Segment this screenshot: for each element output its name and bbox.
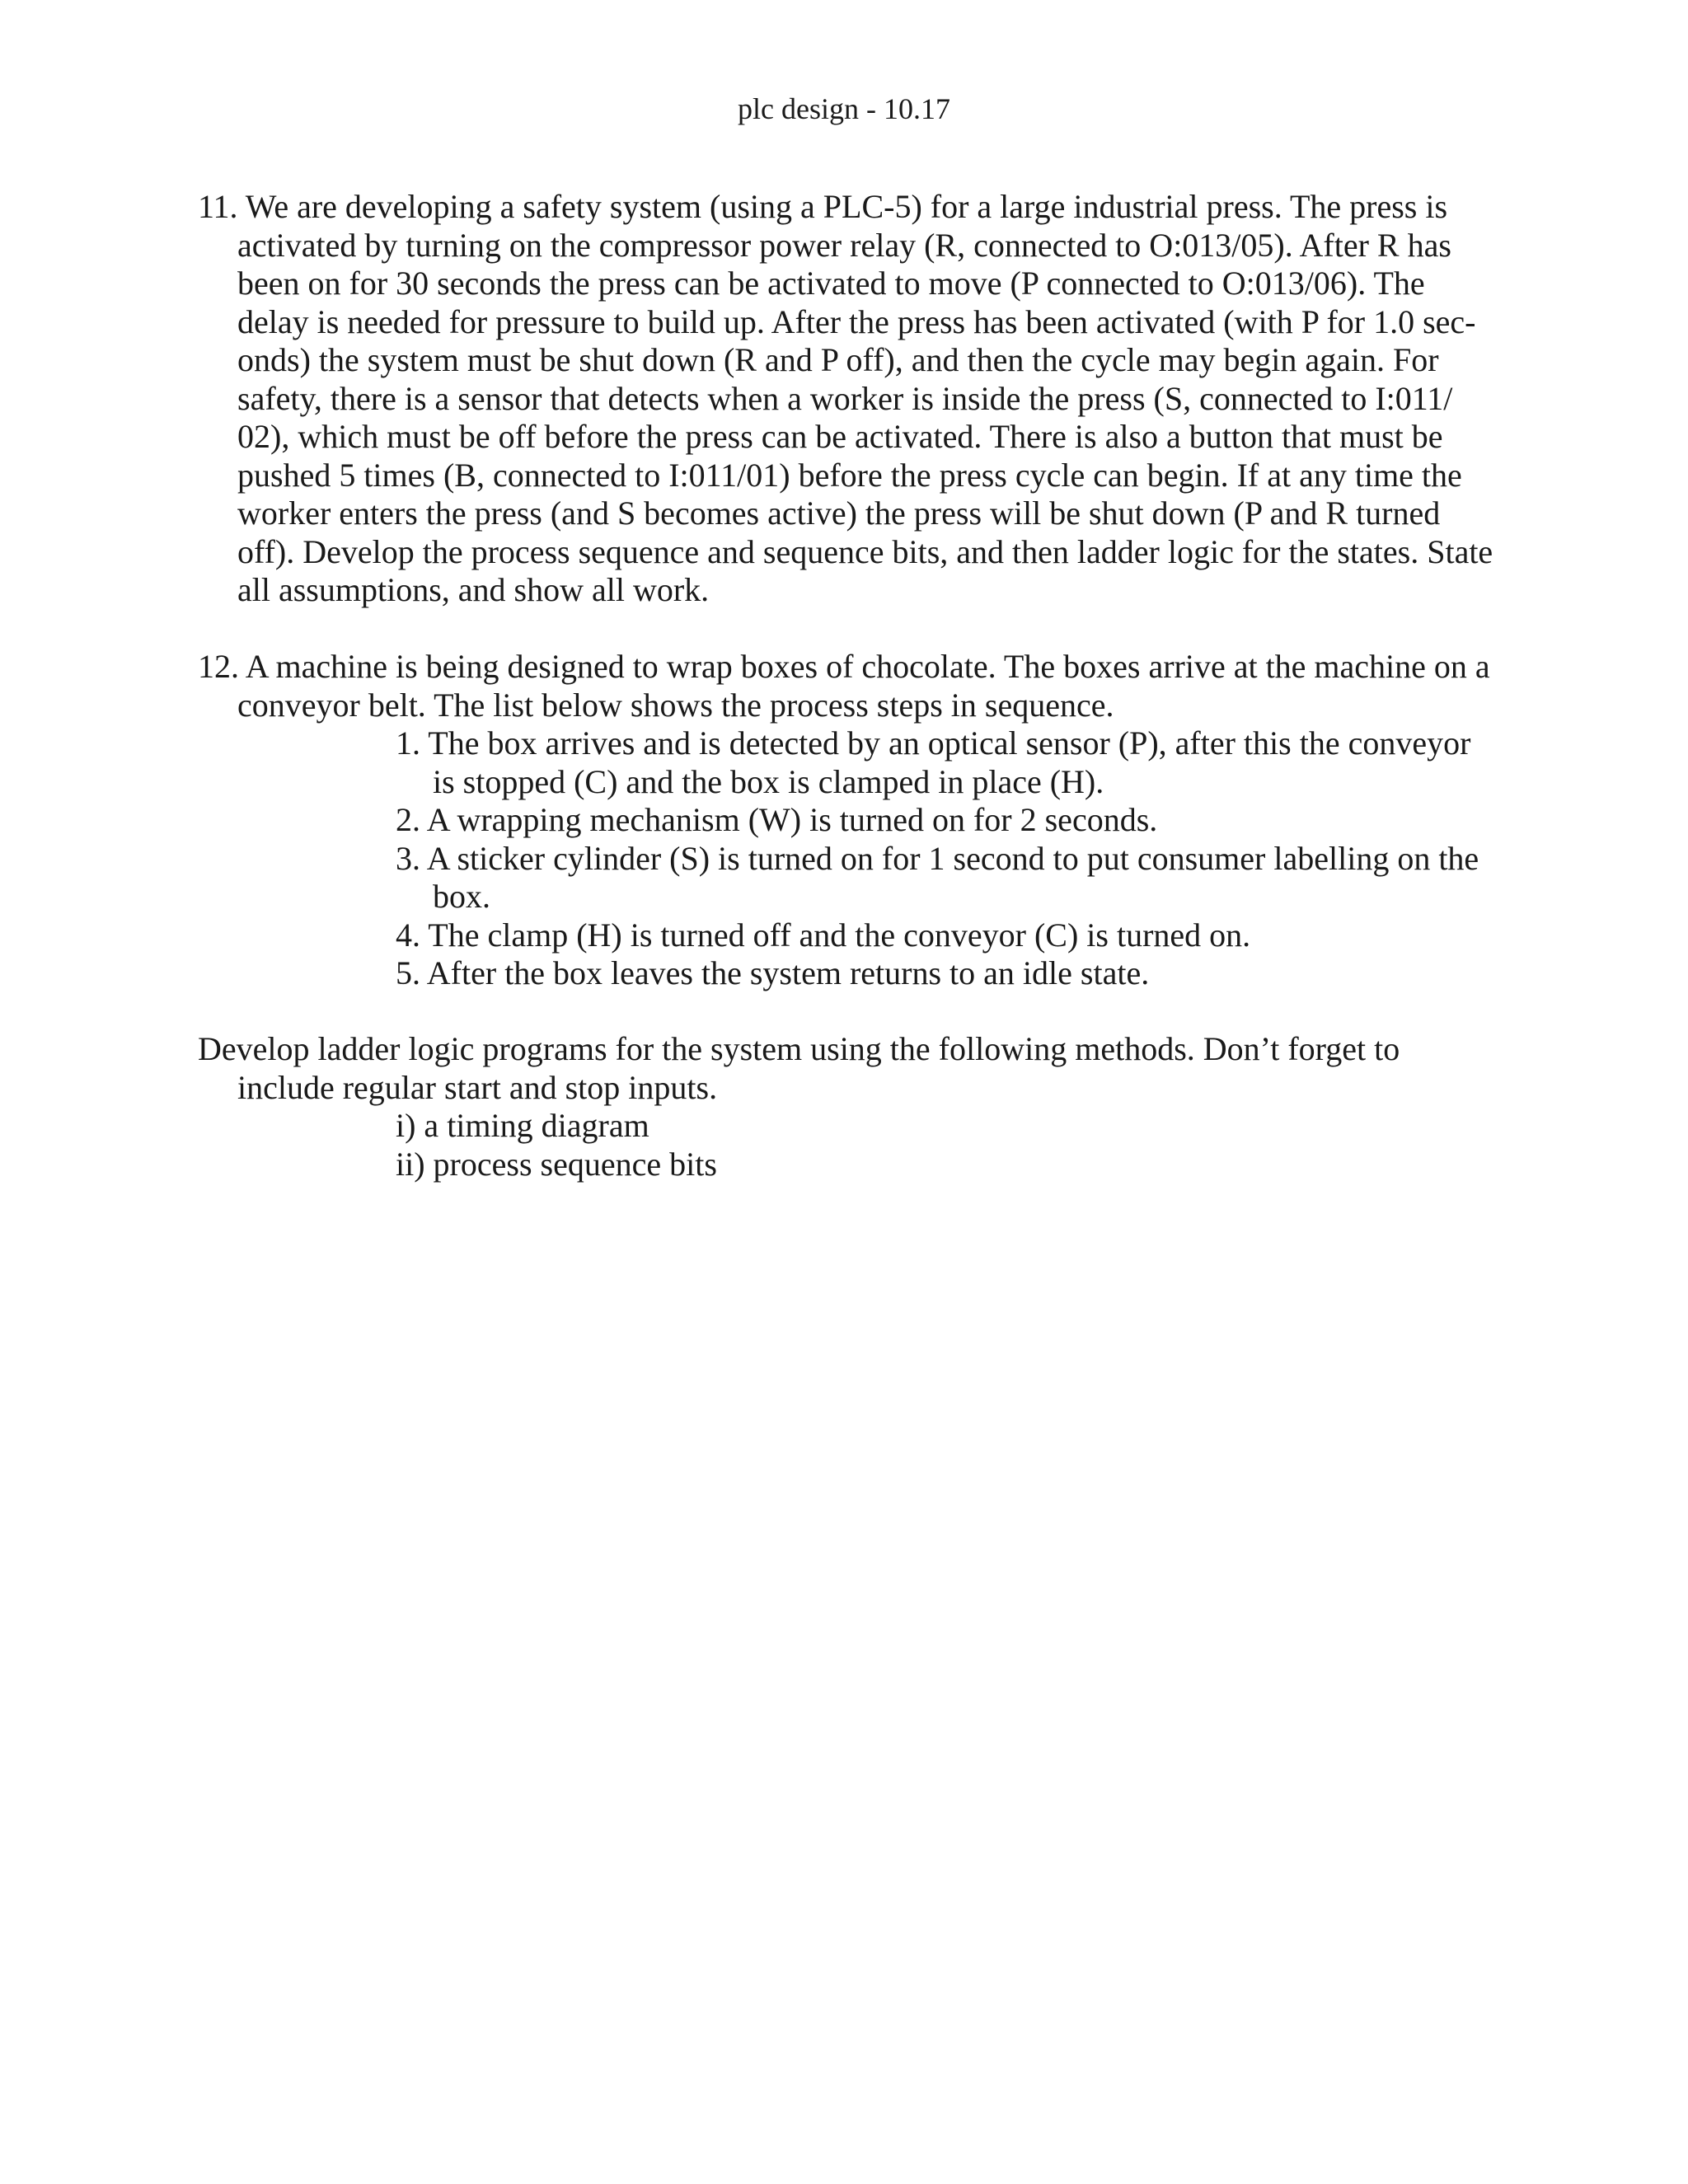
process-step: 3. A sticker cylinder (S) is turned on for 1 second to put consumer labelling on the (396, 839, 1479, 877)
process-step: 5. After the box leaves the system returns to an idle state. (396, 954, 1150, 991)
question-12-line: 12. A machine is being designed to wrap boxes of chocolate. The boxes arrive at the machine on a (198, 648, 1490, 685)
develop-line: Develop ladder logic programs for the system using the following methods. Don’t forget to (198, 1030, 1400, 1067)
question-11-line: off). Develop the process sequence and sequence bits, and then ladder logic for the states. State (237, 532, 1493, 570)
question-11 (198, 188, 1493, 610)
method-item: i) a timing diagram (396, 1107, 649, 1144)
question-11-line: delay is needed for pressure to build up. After the press has been activated (with P for 1.0 sec- (237, 302, 1476, 340)
question-12-line: conveyor belt. The list below shows the process steps in sequence. (237, 686, 1114, 724)
process-step: 2. A wrapping mechanism (W) is turned on for 2 seconds. (396, 801, 1158, 838)
page-header: plc design - 10.17 (738, 92, 950, 125)
question-11-line: pushed 5 times (B, connected to I:011/01) before the press cycle can begin. If at any time the (237, 456, 1462, 494)
question-11-line: activated by turning on the compressor power relay (R, connected to O:013/05). After R has (237, 226, 1451, 264)
question-11-line: all assumptions, and show all work. (237, 571, 710, 608)
question-11-line: 11. We are developing a safety system (using a PLC-5) for a large industrial press. The press is (198, 188, 1448, 225)
process-step-continuation: box. (433, 878, 490, 915)
process-step-continuation: is stopped (C) and the box is clamped in place (H). (433, 762, 1104, 800)
question-11-line: worker enters the press (and S becomes active) the press will be shut down (P and R turned (237, 494, 1441, 532)
method-item: ii) process sequence bits (396, 1145, 717, 1183)
question-11-line: safety, there is a sensor that detects when a worker is inside the press (S, connected to I:011/ (237, 379, 1453, 417)
develop-line: include regular start and stop inputs. (237, 1068, 718, 1106)
question-11-line: been on for 30 seconds the press can be activated to move (P connected to O:013/06). The (237, 265, 1425, 302)
question-11-line: onds) the system must be shut down (R and P off), and then the cycle may begin again. For (237, 341, 1439, 378)
question-12 (198, 648, 1490, 993)
process-step: 1. The box arrives and is detected by an optical sensor (P), after this the conveyor (396, 724, 1471, 762)
develop-instructions (198, 1030, 1484, 1183)
question-11-line: 02), which must be off before the press can be activated. There is also a button that must be (237, 418, 1443, 455)
process-step: 4. The clamp (H) is turned off and the conveyor (C) is turned on. (396, 916, 1251, 954)
